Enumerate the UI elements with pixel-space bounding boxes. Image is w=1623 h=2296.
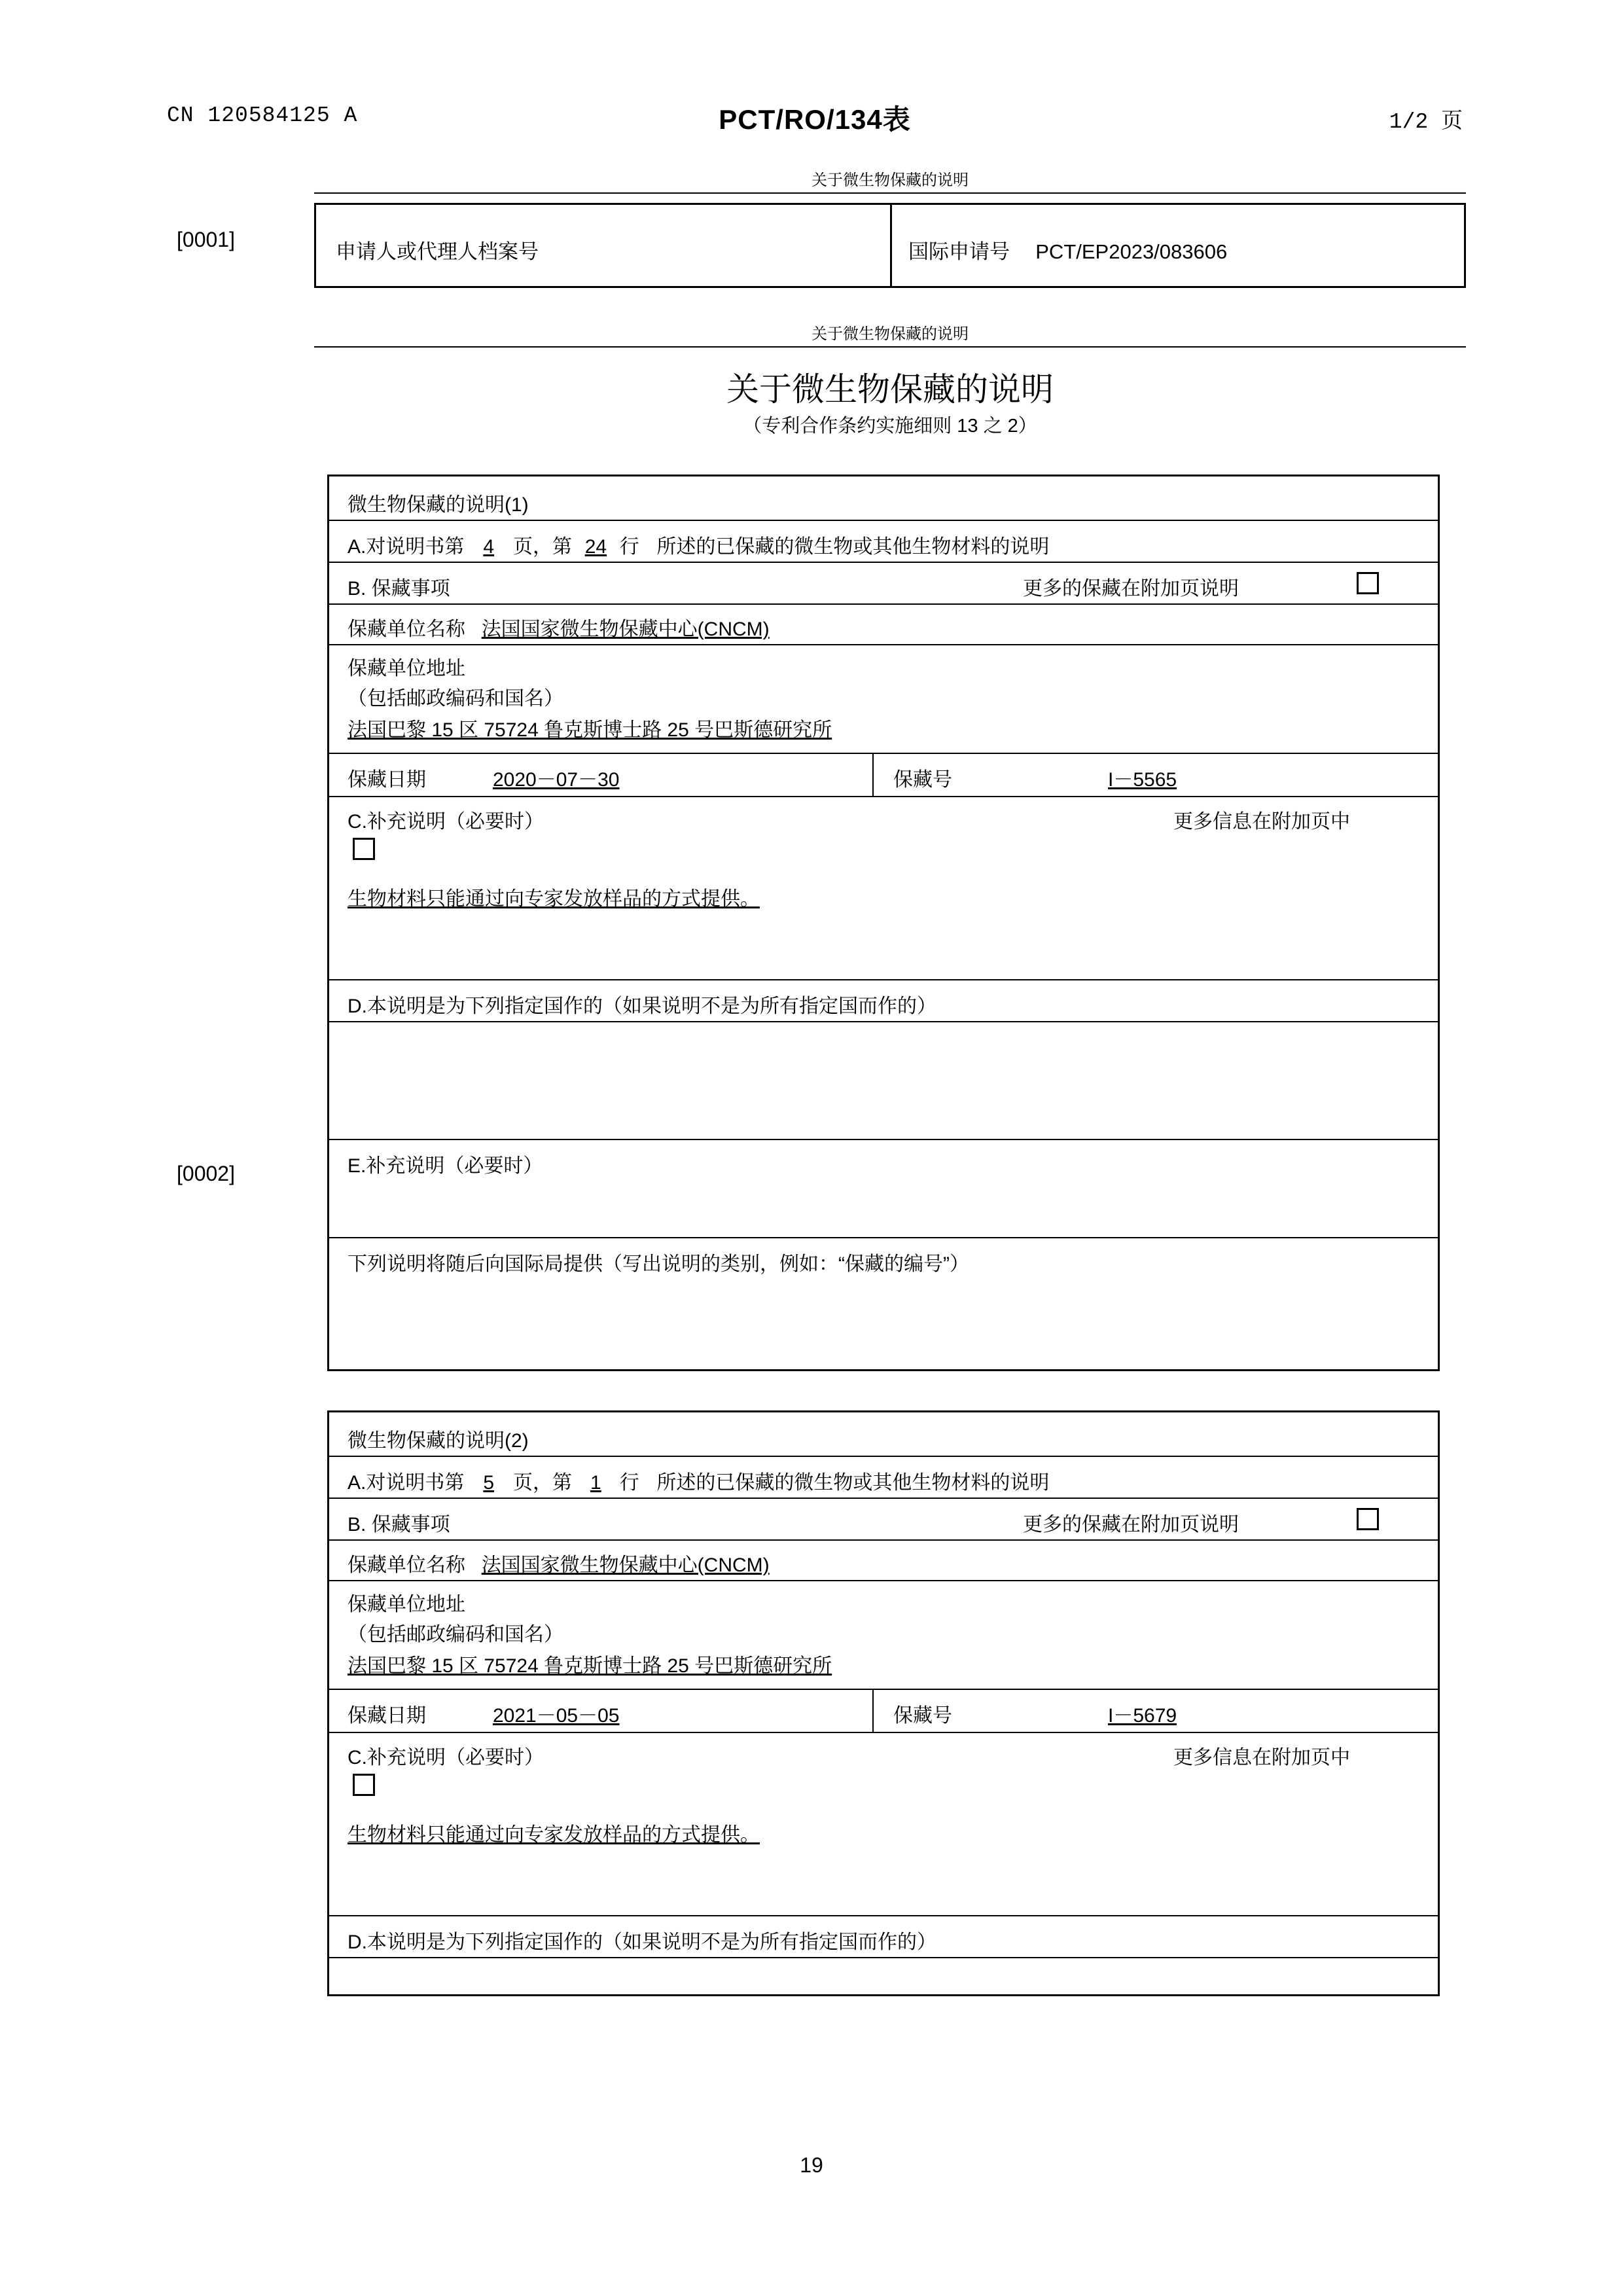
deposit2-section-c-label: C.补充说明（必要时）	[348, 1747, 544, 1768]
deposit1-depositary-name	[348, 613, 770, 641]
deposit2-section-c-checkbox[interactable]	[353, 1774, 375, 1796]
page-title: 关于微生物保藏的说明	[726, 371, 1054, 408]
deposit1-section-c-checkbox[interactable]	[353, 838, 375, 860]
paragraph-marker-0001: [0001]	[177, 228, 235, 251]
deposit2-heading-row	[329, 1412, 1438, 1457]
table-divider	[890, 205, 892, 286]
section-a-mid1: 页，第	[513, 1472, 573, 1494]
section-a-line-value: 1	[590, 1472, 601, 1494]
section-a-page-value: 4	[483, 536, 495, 558]
deposit2-section-c	[329, 1733, 1438, 1916]
deposit1-date-number-row	[329, 754, 1438, 797]
deposit2-date-label: 保藏日期	[348, 1705, 426, 1727]
depositary-name-value: 法国国家微生物保藏中心(CNCM)	[481, 1554, 770, 1576]
section-a-suffix: 所述的已保藏的微生物或其他生物材料的说明	[656, 536, 1050, 558]
deposit2-heading: 微生物保藏的说明(2)	[348, 1430, 529, 1452]
depositary-name-label: 保藏单位名称	[348, 619, 465, 640]
page-header	[167, 98, 1463, 137]
section-a-suffix: 所述的已保藏的微生物或其他生物材料的说明	[656, 1472, 1050, 1494]
section-a-page-value: 5	[483, 1472, 495, 1494]
date-number-divider	[872, 1690, 874, 1732]
deposit1-more-deposits-note: 更多的保藏在附加页说明	[1023, 578, 1239, 600]
deposit1-heading: 微生物保藏的说明(1)	[348, 494, 529, 516]
deposit1-section-b-label: B. 保藏事项	[348, 578, 450, 600]
deposit1-address-row	[329, 645, 1438, 754]
deposit1-date-label: 保藏日期	[348, 769, 426, 791]
depositary-name-label: 保藏单位名称	[348, 1554, 465, 1576]
depositary-name-value: 法国国家微生物保藏中心(CNCM)	[481, 619, 770, 640]
deposit2-number-value: I－5679	[1108, 1705, 1177, 1727]
deposit2-address-value: 法国巴黎 15 区 75724 鲁克斯博士路 25 号巴斯德研究所	[348, 1655, 832, 1677]
deposit1-section-a-line	[348, 530, 1049, 559]
section-a-mid2: 行	[619, 536, 639, 558]
deposit1-number-value: I－5565	[1108, 769, 1177, 791]
deposit2-address-note: （包括邮政编码和国名）	[348, 1624, 563, 1645]
page-indicator: 1/2 页	[1389, 110, 1463, 134]
deposit1-section-e-label: E.补充说明（必要时）	[348, 1155, 543, 1177]
deposit2-date-value: 2021－05－05	[493, 1705, 620, 1727]
deposit1-later-note: 下列说明将随后向国际局提供（写出说明的类别，例如：“保藏的编号”）	[348, 1253, 969, 1275]
footer-page-number: 19	[800, 2153, 823, 2177]
deposit1-section-c	[329, 797, 1438, 980]
deposit2-section-d-body	[329, 1958, 1438, 1996]
publication-number: CN 120584125 A	[167, 103, 358, 128]
intl-app-no-label: 国际申请号	[908, 240, 1010, 263]
applicant-table	[314, 203, 1466, 288]
international-application-number	[908, 235, 1227, 264]
deposit-block-1	[327, 475, 1440, 1371]
section-a-mid2: 行	[619, 1472, 639, 1494]
deposit1-section-c-label: C.补充说明（必要时）	[348, 811, 544, 833]
deposit-block-2	[327, 1410, 1440, 1996]
deposit1-date-value: 2020－07－30	[493, 769, 620, 791]
deposit2-address-label: 保藏单位地址	[348, 1594, 465, 1615]
deposit2-section-b	[329, 1499, 1438, 1541]
caption-second: 关于微生物保藏的说明	[314, 321, 1466, 348]
deposit1-later-note-row	[329, 1238, 1438, 1371]
deposit2-section-a	[329, 1457, 1438, 1499]
page-subtitle: （专利合作条约实施细则 13 之 2）	[743, 416, 1037, 437]
deposit2-depositary-name-row	[329, 1541, 1438, 1581]
deposit1-more-deposits-checkbox[interactable]	[1357, 572, 1379, 594]
deposit1-address-value: 法国巴黎 15 区 75724 鲁克斯博士路 25 号巴斯德研究所	[348, 719, 832, 741]
deposit1-section-d-label: D.本说明是为下列指定国作的（如果说明不是为所有指定国而作的）	[348, 996, 936, 1017]
applicant-file-ref-label: 申请人或代理人档案号	[336, 240, 539, 263]
deposit1-address-label: 保藏单位地址	[348, 658, 465, 679]
section-a-prefix: A.对说明书第	[348, 1472, 465, 1494]
caption-top: 关于微生物保藏的说明	[314, 167, 1466, 194]
deposit2-section-d-header	[329, 1916, 1438, 1958]
deposit1-section-d-body	[329, 1022, 1438, 1140]
deposit1-number-label: 保藏号	[893, 769, 952, 791]
deposit1-section-d-header	[329, 980, 1438, 1022]
deposit2-section-d-label: D.本说明是为下列指定国作的（如果说明不是为所有指定国而作的）	[348, 1931, 936, 1953]
section-a-mid1: 页，第	[513, 536, 573, 558]
form-title: PCT/RO/134表	[719, 104, 911, 135]
deposit2-section-c-text: 生物材料只能通过向专家发放样品的方式提供。	[348, 1824, 760, 1846]
deposit1-address-note: （包括邮政编码和国名）	[348, 688, 563, 709]
section-a-prefix: A.对说明书第	[348, 536, 465, 558]
deposit1-section-c-text: 生物材料只能通过向专家发放样品的方式提供。	[348, 888, 760, 910]
paragraph-marker-0002: [0002]	[177, 1162, 235, 1185]
deposit2-number-label: 保藏号	[893, 1705, 952, 1727]
deposit1-section-b	[329, 563, 1438, 605]
section-a-line-value: 24	[584, 536, 607, 558]
deposit2-depositary-name	[348, 1549, 770, 1577]
deposit1-section-e	[329, 1140, 1438, 1238]
deposit1-section-c-more-note: 更多信息在附加页中	[1173, 811, 1350, 833]
intl-app-no-value: PCT/EP2023/083606	[1035, 240, 1228, 263]
deposit2-section-a-line	[348, 1466, 1049, 1495]
deposit2-more-deposits-note: 更多的保藏在附加页说明	[1023, 1514, 1239, 1535]
deposit1-depositary-name-row	[329, 605, 1438, 645]
date-number-divider	[872, 754, 874, 796]
deposit2-address-row	[329, 1581, 1438, 1690]
deposit2-section-c-more-note: 更多信息在附加页中	[1173, 1747, 1350, 1768]
deposit2-date-number-row	[329, 1690, 1438, 1733]
deposit1-section-a	[329, 521, 1438, 563]
deposit2-more-deposits-checkbox[interactable]	[1357, 1508, 1379, 1530]
deposit1-heading-row	[329, 476, 1438, 521]
deposit2-section-b-label: B. 保藏事项	[348, 1514, 450, 1535]
